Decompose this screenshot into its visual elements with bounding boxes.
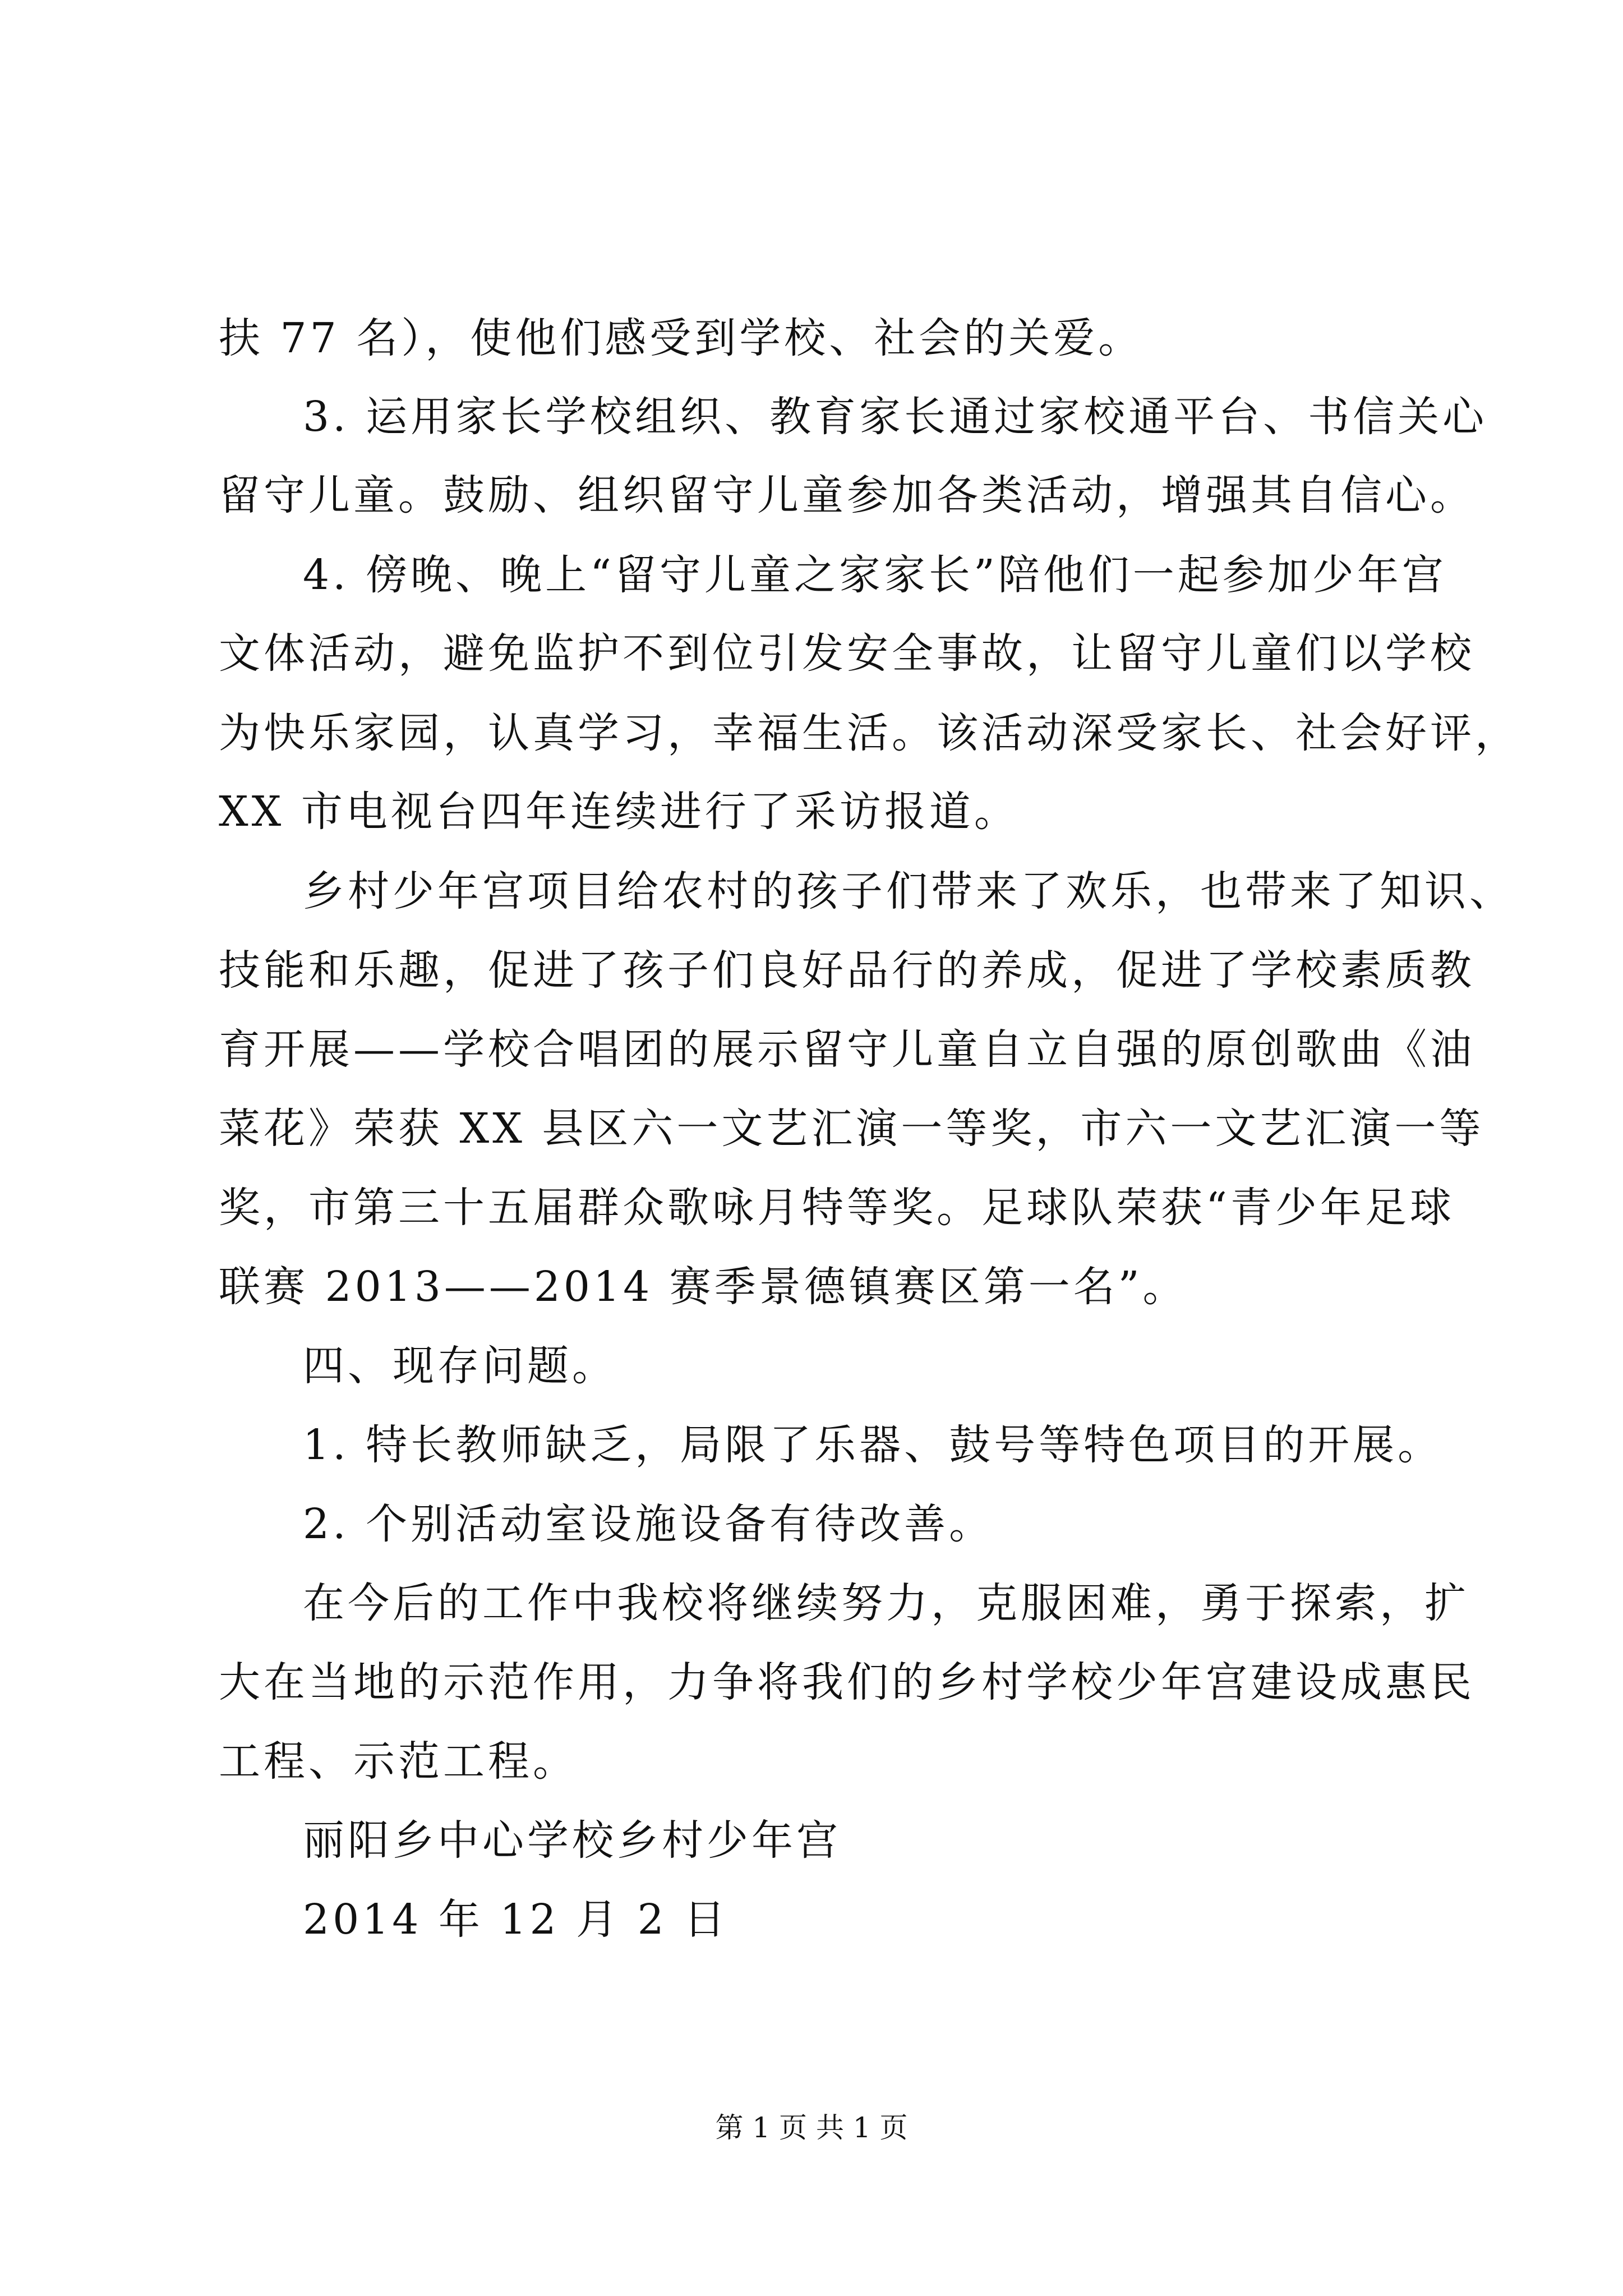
- paragraph-line: 2. 个别活动室设施设备有待改善。: [303, 1500, 994, 1548]
- paragraph-line: 留守儿童。鼓励、组织留守儿童参加各类活动，增强其自信心。: [219, 471, 1475, 519]
- paragraph-line: 大在当地的示范作用，力争将我们的乡村学校少年宫建设成惠民: [219, 1658, 1475, 1706]
- paragraph-line: 为快乐家园，认真学习，幸福生活。该活动深受家长、社会好评，: [219, 709, 1520, 757]
- paragraph-line: 4. 傍晚、晚上“留守儿童之家家长”陪他们一起参加少年宫: [303, 551, 1447, 599]
- paragraph-line: 文体活动，避免监护不到位引发安全事故，让留守儿童们以学校: [219, 629, 1475, 678]
- paragraph-line: 乡村少年宫项目给农村的孩子们带来了欢乐，也带来了知识、: [303, 867, 1514, 915]
- paragraph-line: XX 市电视台四年连续进行了采访报道。: [219, 788, 1019, 836]
- section-heading: 四、现存问题。: [303, 1342, 617, 1390]
- paragraph-line: 育开展——学校合唱团的展示留守儿童自立自强的原创歌曲《油: [219, 1025, 1475, 1074]
- paragraph-line: 菜花》荣获 XX 县区六一文艺汇演一等奖，市六一文艺汇演一等: [219, 1105, 1484, 1153]
- signature-date: 2014 年 12 月 2 日: [303, 1895, 729, 1944]
- paragraph-line: 扶 77 名），使他们感受到学校、社会的关爱。: [219, 314, 1144, 362]
- paragraph-line: 奖，市第三十五届群众歌咏月特等奖。足球队荣获“青少年足球: [219, 1184, 1455, 1232]
- paragraph-line: 1. 特长教师缺乏，局限了乐器、鼓号等特色项目的开展。: [303, 1421, 1443, 1469]
- paragraph-line: 技能和乐趣，促进了孩子们良好品行的养成，促进了学校素质教: [219, 946, 1475, 995]
- signature-organization: 丽阳乡中心学校乡村少年宫: [303, 1816, 841, 1865]
- page-footer: 第 1 页 共 1 页: [715, 2111, 908, 2144]
- paragraph-line: 3. 运用家长学校组织、教育家长通过家校通平台、书信关心: [303, 393, 1488, 441]
- paragraph-line: 联赛 2013——2014 赛季景德镇赛区第一名”。: [219, 1263, 1188, 1311]
- paragraph-line: 工程、示范工程。: [219, 1737, 578, 1786]
- paragraph-line: 在今后的工作中我校将继续努力，克服困难，勇于探索，扩: [303, 1579, 1469, 1627]
